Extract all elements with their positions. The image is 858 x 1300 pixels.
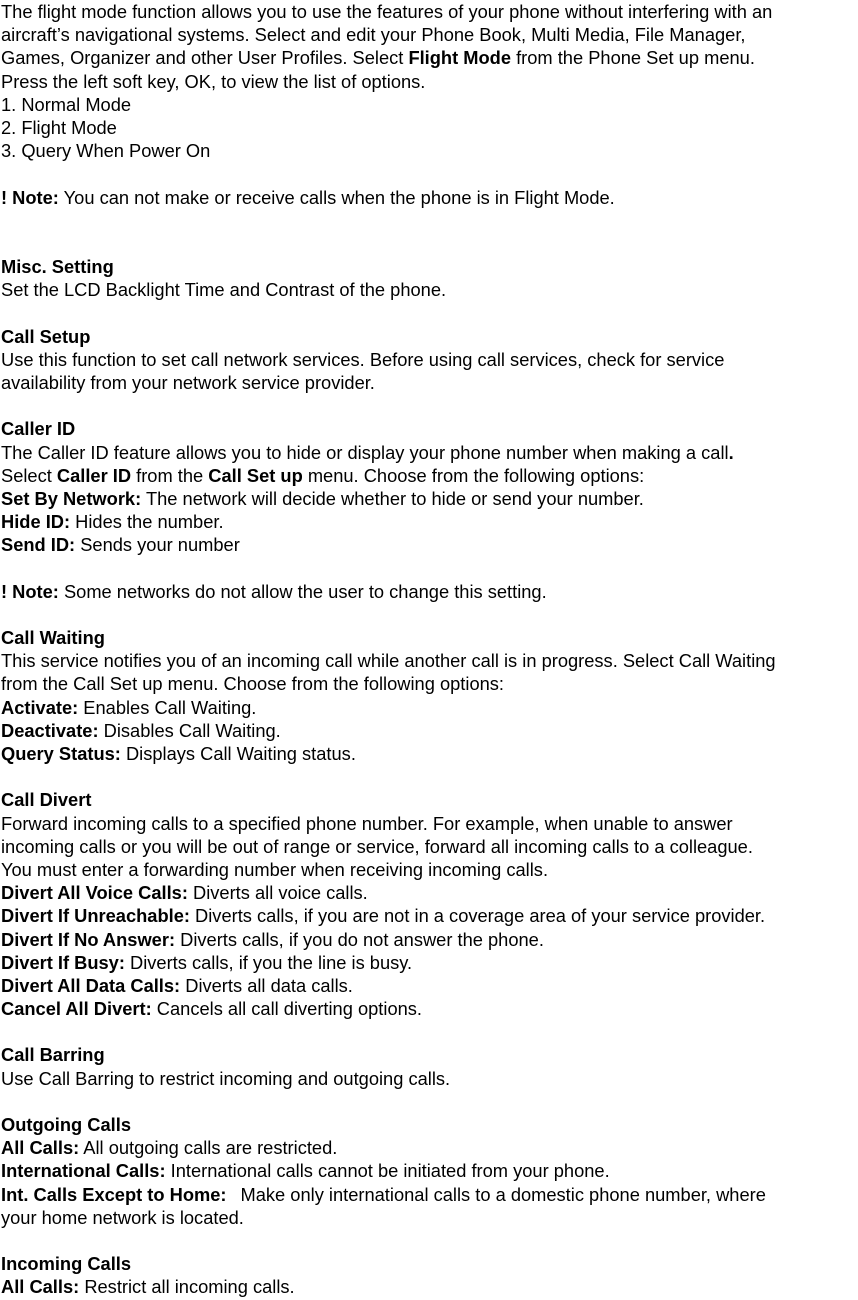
paragraph-line (1, 464, 858, 487)
heading-text: Incoming Calls (1, 1253, 132, 1275)
heading-text: Call Divert (1, 789, 92, 811)
paragraph-line (1, 441, 858, 464)
paragraph-text: The Caller ID feature allows you to hide or display your phone number when making a call (1, 441, 729, 463)
heading-text: Call Waiting (1, 627, 105, 649)
call-divert-section (1, 788, 858, 1020)
heading-text: Call Setup (1, 325, 91, 347)
paragraph-line: Press the left soft key, OK, to view the list of options. (1, 70, 426, 92)
option-item: 3. Query When Power On (1, 140, 211, 162)
call-waiting-section (1, 626, 858, 765)
option-item (1, 904, 858, 927)
option-label: Divert If Busy: (1, 951, 125, 973)
option-text: All outgoing calls are restricted. (79, 1137, 338, 1159)
option-text: Make only international calls to a domestic phone number, where (240, 1183, 766, 1205)
option-label: Cancel All Divert: (1, 998, 152, 1020)
paragraph-line: incoming calls or you will be out of range or service, forward all incoming calls to a colleague. (1, 835, 753, 857)
bold-term: Call Set up (208, 464, 303, 486)
option-label: Send ID: (1, 534, 76, 556)
paragraph-line: from the Call Set up menu. Choose from the following options: (1, 673, 504, 695)
paragraph-line: aircraft’s navigational systems. Select and edit your Phone Book, Multi Media, File Manager, (1, 24, 746, 46)
option-text: Diverts calls, if you the line is busy. (124, 951, 413, 973)
section-heading (1, 255, 858, 278)
heading-text: Caller ID (1, 418, 76, 440)
paragraph-line (1, 46, 858, 69)
section-heading (1, 1043, 858, 1066)
caller-id-section (1, 417, 858, 603)
option-item (1, 881, 858, 904)
paragraph-text: from the (131, 464, 209, 486)
paragraph-text: menu. Choose from the following options: (302, 464, 645, 486)
paragraph-text: Games, Organizer and other User Profiles. Select (1, 47, 409, 69)
option-text: Diverts all data calls. (180, 974, 353, 996)
paragraph-line: The flight mode function allows you to use the features of your phone without interfering with an (1, 1, 773, 22)
option-label: Divert All Data Calls: (1, 974, 181, 996)
paragraph-text: from the Phone Set up menu. (511, 47, 755, 69)
paragraph-line: Use this function to set call network services. Before using call services, check for service (1, 348, 725, 370)
paragraph-line: This service notifies you of an incoming call while another call is in progress. Select Call Waiting (1, 650, 776, 672)
paragraph-line: You must enter a forwarding number when receiving incoming calls. (1, 858, 549, 880)
option-text: The network will decide whether to hide or send your number. (141, 487, 644, 509)
option-item (1, 719, 858, 742)
option-item: 2. Flight Mode (1, 116, 117, 138)
option-label: Int. Calls Except to Home: (1, 1183, 227, 1205)
option-label: Divert If No Answer: (1, 928, 176, 950)
option-item (1, 951, 858, 974)
note-label: ! Note: (1, 186, 59, 208)
paragraph-line: availability from your network service provider. (1, 372, 375, 394)
option-label: All Calls: (1, 1137, 80, 1159)
option-item (1, 742, 858, 765)
incoming-calls-section (1, 1252, 858, 1298)
option-item (1, 1136, 858, 1159)
option-item: 1. Normal Mode (1, 93, 132, 115)
option-text: Enables Call Waiting. (78, 696, 257, 718)
option-item (1, 928, 858, 951)
paragraph-line: Set the LCD Backlight Time and Contrast of the phone. (1, 279, 447, 301)
option-text: Diverts calls, if you are not in a coverage area of your service provider. (189, 905, 766, 927)
option-item (1, 1159, 858, 1182)
option-item (1, 510, 858, 533)
section-heading (1, 417, 858, 440)
section-heading (1, 1252, 858, 1275)
paragraph-line: your home network is located. (1, 1206, 244, 1228)
option-text: Displays Call Waiting status. (120, 743, 356, 765)
option-text: Restrict all incoming calls. (79, 1276, 295, 1298)
paragraph-line: Forward incoming calls to a specified phone number. For example, when unable to answer (1, 812, 733, 834)
option-item (1, 974, 858, 997)
option-text: Disables Call Waiting. (98, 719, 281, 741)
option-label: Hide ID: (1, 511, 71, 533)
option-label: Query Status: (1, 743, 121, 765)
option-text: Cancels all call diverting options. (151, 998, 422, 1020)
option-text: Diverts all voice calls. (187, 882, 368, 904)
option-item (1, 533, 858, 556)
section-heading (1, 788, 858, 811)
option-item (1, 1275, 858, 1298)
call-setup-section (1, 325, 858, 395)
bold-period: . (728, 441, 734, 463)
option-item (1, 997, 858, 1020)
paragraph-line: Use Call Barring to restrict incoming and outgoing calls. (1, 1067, 451, 1089)
option-label: Deactivate: (1, 719, 99, 741)
option-label: Divert All Voice Calls: (1, 882, 188, 904)
section-heading (1, 1113, 858, 1136)
option-text: Diverts calls, if you do not answer the phone. (175, 928, 544, 950)
note (1, 186, 858, 209)
option-label: All Calls: (1, 1276, 80, 1298)
bold-term: Caller ID (56, 464, 132, 486)
option-item (1, 487, 858, 510)
bold-term: Flight Mode (408, 47, 511, 69)
note-text: Some networks do not allow the user to change this setting. (58, 580, 547, 602)
paragraph-text: Select (1, 464, 57, 486)
option-label: Divert If Unreachable: (1, 905, 190, 927)
heading-text: Misc. Setting (1, 256, 114, 278)
option-label: Set By Network: (1, 487, 142, 509)
option-item (1, 696, 858, 719)
flight-mode-section (1, 0, 858, 209)
option-label: International Calls: (1, 1160, 166, 1182)
note-label: ! Note: (1, 580, 59, 602)
note (1, 580, 858, 603)
option-text: International calls cannot be initiated from your phone. (165, 1160, 610, 1182)
option-text: Hides the number. (70, 511, 224, 533)
misc-setting-section (1, 255, 858, 301)
section-heading (1, 626, 858, 649)
option-item (1, 1183, 858, 1206)
section-heading (1, 325, 858, 348)
option-label: Activate: (1, 696, 79, 718)
call-barring-section (1, 1043, 858, 1089)
outgoing-calls-section (1, 1113, 858, 1229)
option-text: Sends your number (75, 534, 240, 556)
note-text: You can not make or receive calls when the phone is in Flight Mode. (58, 186, 615, 208)
heading-text: Call Barring (1, 1044, 105, 1066)
heading-text: Outgoing Calls (1, 1114, 131, 1136)
